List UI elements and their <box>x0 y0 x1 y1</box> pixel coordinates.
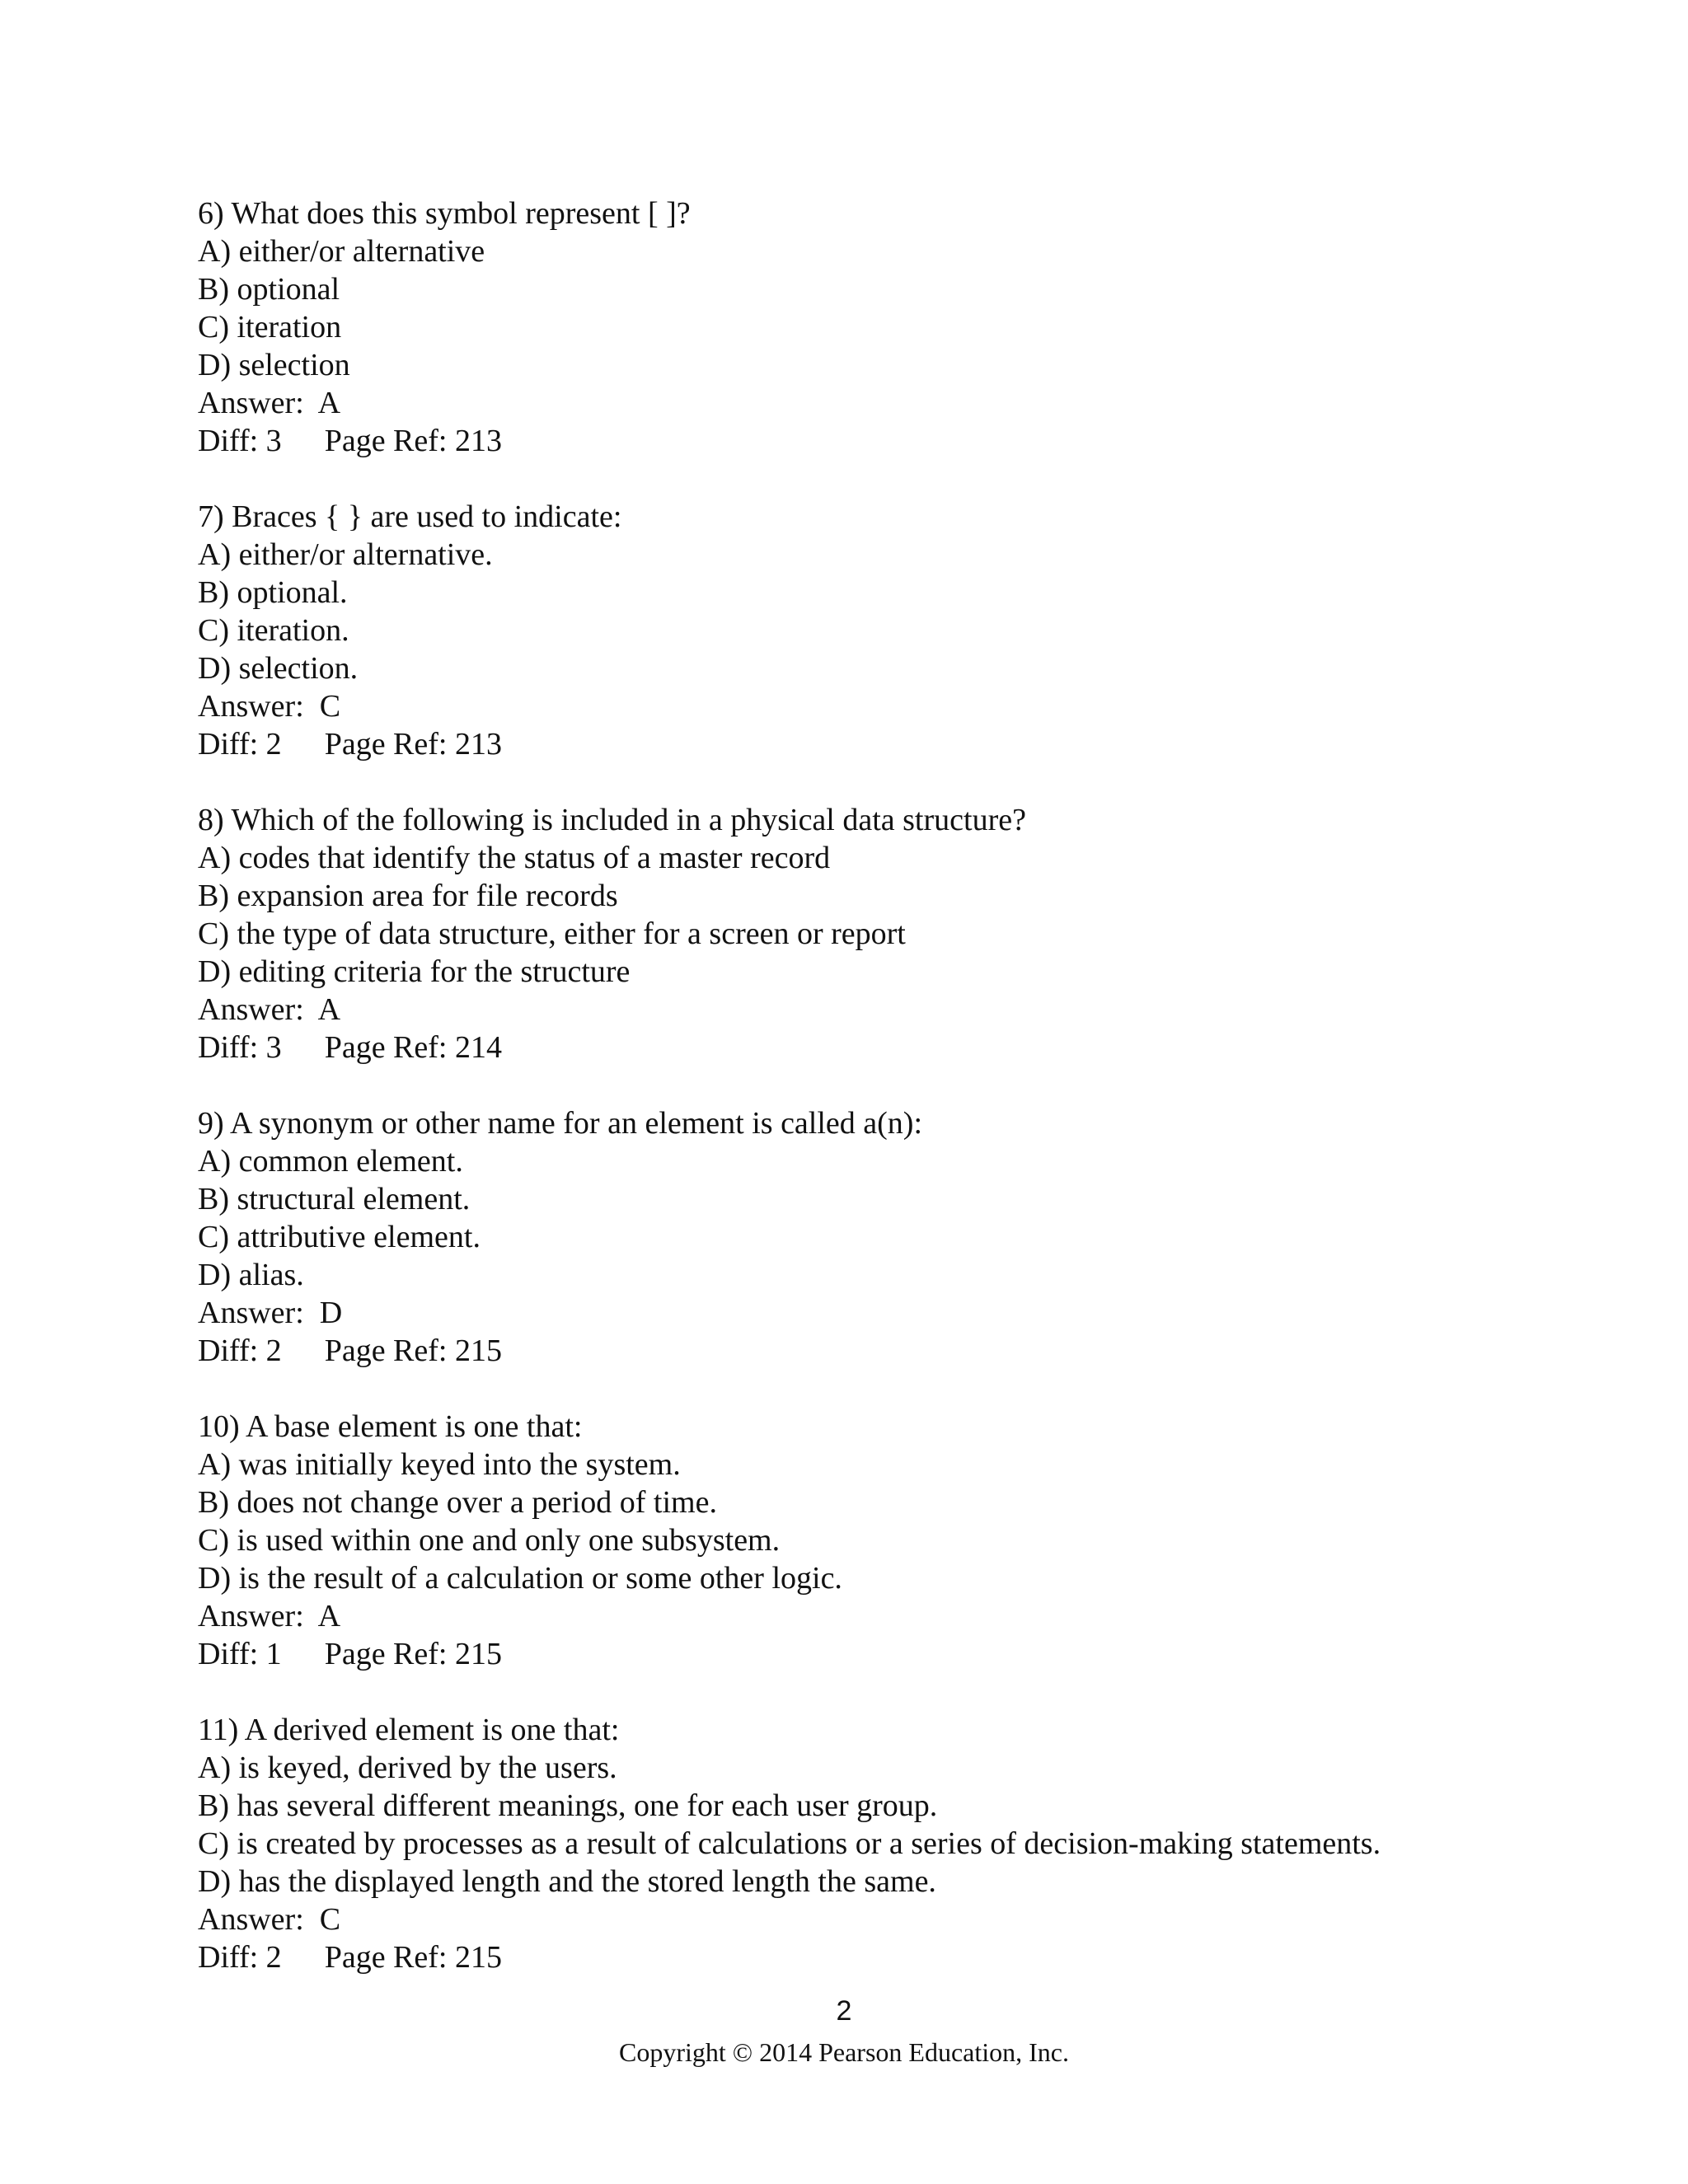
option-d: D) alias. <box>198 1258 304 1292</box>
option-c: C) is used within one and only one subsystem. <box>198 1523 781 1558</box>
option-b: B) optional <box>198 272 340 307</box>
difficulty-page-ref <box>198 1332 1648 1370</box>
difficulty-page-ref <box>198 422 1648 460</box>
difficulty: Diff: 2 <box>198 727 282 762</box>
difficulty-page-ref <box>198 1635 1648 1673</box>
option-c: C) iteration. <box>198 613 349 648</box>
answer-line: Answer: C <box>198 689 341 724</box>
question-prompt: 11) A derived element is one that: <box>198 1713 620 1747</box>
option-b: B) optional. <box>198 575 348 610</box>
question-10 <box>198 1408 1648 1673</box>
answer-line: Answer: A <box>198 992 341 1027</box>
question-9 <box>198 1104 1648 1370</box>
difficulty-page-ref <box>198 725 1648 763</box>
question-7 <box>198 498 1648 763</box>
question-prompt: 7) Braces { } are used to indicate: <box>198 499 622 534</box>
option-a: A) is keyed, derived by the users. <box>198 1750 617 1785</box>
page-ref: Page Ref: 215 <box>324 1940 502 1975</box>
option-b: B) does not change over a period of time. <box>198 1485 717 1520</box>
difficulty: Diff: 3 <box>198 424 282 458</box>
option-b: B) has several different meanings, one for each user group. <box>198 1788 938 1823</box>
page-ref: Page Ref: 215 <box>324 1637 502 1671</box>
question-prompt: 9) A synonym or other name for an element is called a(n): <box>198 1106 923 1141</box>
question-8 <box>198 801 1648 1066</box>
option-b: B) expansion area for file records <box>198 879 618 913</box>
option-c: C) is created by processes as a result of calculations or a series of decision-making statements. <box>198 1826 1381 1861</box>
option-a: A) codes that identify the status of a master record <box>198 841 831 875</box>
option-c: C) the type of data structure, either for a screen or report <box>198 916 906 951</box>
difficulty-page-ref <box>198 1029 1648 1066</box>
option-a: A) either/or alternative <box>198 234 485 269</box>
difficulty-page-ref <box>198 1938 1648 1976</box>
option-d: D) selection. <box>198 651 359 686</box>
option-a: A) common element. <box>198 1144 463 1179</box>
difficulty: Diff: 2 <box>198 1333 282 1368</box>
option-d: D) editing criteria for the structure <box>198 954 631 989</box>
option-a: A) was initially keyed into the system. <box>198 1447 681 1482</box>
answer-line: Answer: A <box>198 386 341 420</box>
page-number: 2 <box>836 1995 852 2027</box>
option-d: D) selection <box>198 348 350 382</box>
option-d: D) is the result of a calculation or some other logic. <box>198 1561 842 1596</box>
option-b: B) structural element. <box>198 1182 471 1216</box>
difficulty: Diff: 1 <box>198 1637 282 1671</box>
page-ref: Page Ref: 213 <box>324 424 502 458</box>
difficulty: Diff: 3 <box>198 1030 282 1065</box>
option-c: C) attributive element. <box>198 1220 481 1254</box>
page-ref: Page Ref: 214 <box>324 1030 502 1065</box>
question-list <box>198 194 1648 2014</box>
difficulty: Diff: 2 <box>198 1940 282 1975</box>
question-prompt: 6) What does this symbol represent [ ]? <box>198 196 691 231</box>
option-d: D) has the displayed length and the stored length the same. <box>198 1864 936 1899</box>
page-ref: Page Ref: 215 <box>324 1333 502 1368</box>
question-prompt: 10) A base element is one that: <box>198 1409 583 1444</box>
copyright-notice: Copyright © 2014 Pearson Education, Inc. <box>619 2037 1069 2067</box>
question-11 <box>198 1711 1648 1976</box>
question-6 <box>198 194 1648 460</box>
answer-line: Answer: A <box>198 1599 341 1633</box>
answer-line: Answer: D <box>198 1296 343 1330</box>
page-ref: Page Ref: 213 <box>324 727 502 762</box>
question-prompt: 8) Which of the following is included in a physical data structure? <box>198 803 1026 837</box>
option-c: C) iteration <box>198 310 342 344</box>
option-a: A) either/or alternative. <box>198 537 493 572</box>
answer-line: Answer: C <box>198 1902 341 1937</box>
